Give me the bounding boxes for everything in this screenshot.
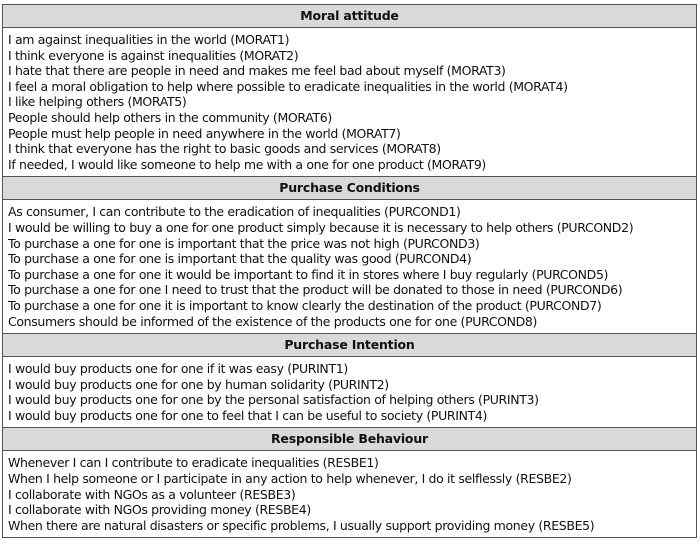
item-morat1: I am against inequalities in the world (MORAT1): [8, 32, 290, 47]
item-morat8: I think that everyone has the right to basic goods and services (MORAT8): [8, 141, 441, 157]
item-resbe3: I collaborate with NGOs as a volunteer (RESBE3): [8, 486, 296, 502]
item-morat6: People should help others in the community (MORAT6): [8, 109, 332, 125]
section-header-purchase-intention: Purchase Intention: [3, 333, 696, 357]
item-purcond8: Consumers should be informed of the existence of the products one for one (PURCOND8): [8, 313, 538, 329]
item-purint4: I would buy products one for one to feel that I can be useful to society (PURINT4): [8, 407, 487, 423]
item-morat2: I think everyone is against inequalities (MORAT2): [8, 47, 299, 63]
item-morat5: I like helping others (MORAT5): [8, 94, 187, 110]
item-resbe5: When there are natural disasters or specific problems, I usually support providing money (RESBE5): [8, 517, 595, 533]
item-morat3: I hate that there are people in need and makes me feel bad about myself (MORAT3): [8, 63, 506, 79]
section-body-purchase-intention: [3, 357, 696, 427]
section-header-purchase-conditions: Purchase Conditions: [3, 176, 696, 200]
item-morat9: If needed, I would like someone to help me with a one for one product (MORAT9): [8, 156, 486, 172]
section-body-responsible-behaviour: [3, 451, 696, 537]
item-purint2: I would buy products one for one by human solidarity (PURINT2): [8, 376, 389, 392]
item-purint1: I would buy products one for one if it was easy (PURINT1): [8, 361, 348, 377]
item-purcond1: As consumer, I can contribute to the eradication of inequalities (PURCOND1): [8, 204, 461, 220]
item-resbe4: I collaborate with NGOs providing money (RESBE4): [8, 502, 311, 518]
item-morat7: People must help people in need anywhere in the world (MORAT7): [8, 125, 401, 141]
questionnaire-table: [2, 4, 697, 538]
item-purcond5: To purchase a one for one it would be important to find it in stores where I buy regularly (PURCOND5): [8, 266, 609, 282]
item-purcond7: To purchase a one for one it is important to know clearly the destination of the product (PURCOND7): [8, 297, 602, 313]
item-purint3: I would buy products one for one by the personal satisfaction of helping others (PURINT3): [8, 392, 539, 408]
item-resbe2: When I help someone or I participate in any action to help whenever, I do it selflessly (RESBE2): [8, 471, 572, 487]
item-morat4: I feel a moral obligation to help where possible to eradicate inequalities in the world (MORAT4): [8, 78, 568, 94]
section-body-moral-attitude: [3, 28, 696, 176]
item-purcond4: To purchase a one for one is important that the quality was good (PURCOND4): [8, 251, 472, 267]
item-purcond2: I would be willing to buy a one for one product simply because it is necessary to help others (PURCOND2): [8, 219, 634, 235]
item-purcond3: To purchase a one for one is important that the price was not high (PURCOND3): [8, 235, 480, 251]
section-header-moral-attitude: Moral attitude: [3, 5, 696, 28]
item-purcond6: To purchase a one for one I need to trust that the product will be donated to those in need (PURCOND6): [8, 282, 623, 298]
section-header-responsible-behaviour: Responsible Behaviour: [3, 427, 696, 451]
section-body-purchase-conditions: [3, 200, 696, 333]
item-resbe1: Whenever I can I contribute to eradicate inequalities (RESBE1): [8, 455, 379, 471]
